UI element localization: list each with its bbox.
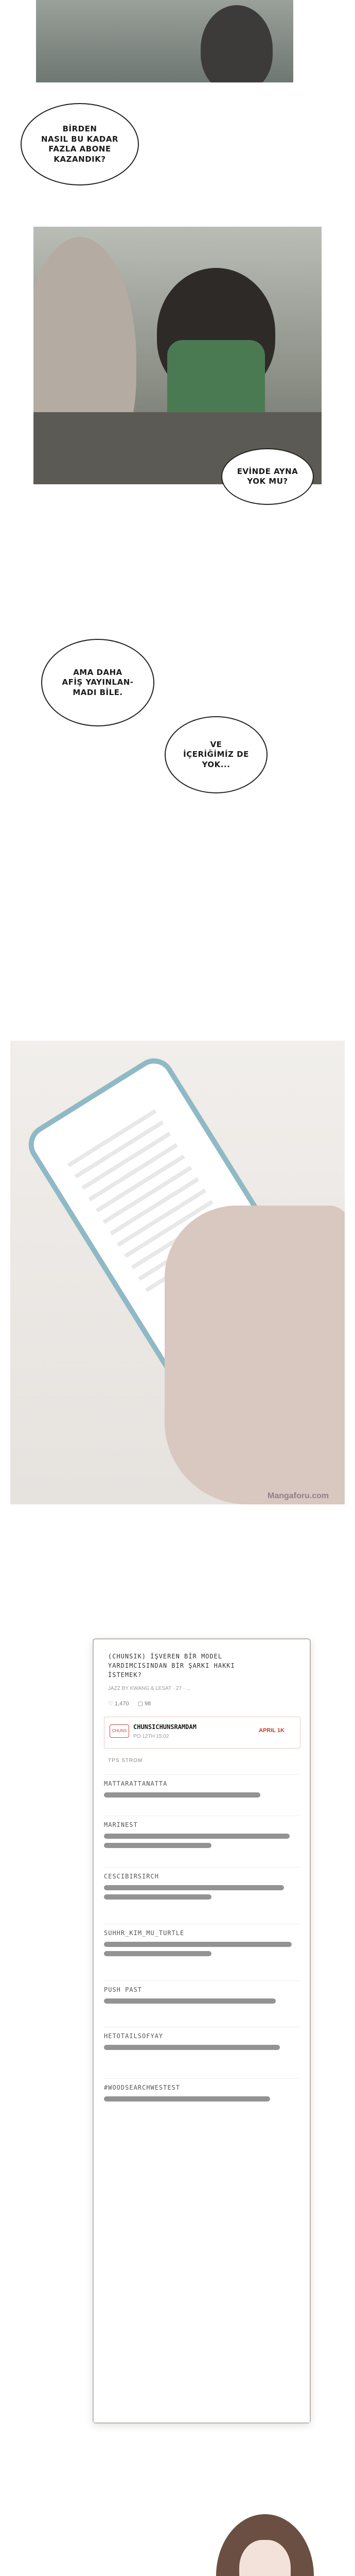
woman-sweater (167, 340, 265, 417)
speech-bubble: EVİNDE AYNA YOK MU? (221, 448, 314, 505)
card-fade (94, 2206, 310, 2422)
comment-text-line (104, 1951, 211, 1956)
author-name[interactable]: CHUNSICHUNSRAMDAM (133, 1723, 197, 1731)
post-stats (108, 1700, 151, 1707)
panel-phone-closeup (10, 1041, 345, 1504)
author-row (104, 1717, 300, 1749)
list-item (104, 2027, 299, 2079)
character-figure (201, 5, 273, 82)
list-item (104, 1774, 299, 1816)
comment-text-line (104, 1942, 292, 1947)
speech-bubble: VE İÇERİĞİMİZ DE YOK... (165, 716, 268, 793)
watermark-text: Mangaforu.com (268, 1492, 329, 1500)
post-tag[interactable]: TPS STROM (108, 1758, 143, 1764)
panel-restaurant-scene (33, 227, 322, 484)
likes-count[interactable]: ♡ 1,470 (108, 1701, 129, 1707)
character-woman-portrait (216, 2514, 314, 2576)
post-meta: JAZZ BY KWANG & LESAT · 27 · ... (108, 1686, 191, 1691)
speech-bubble: BİRDEN NASIL BU KADAR FAZLA ABONE KAZANDIK? (21, 103, 139, 185)
speech-bubble: AMA DAHA AFİŞ YAYINLAN- MADI BİLE. (41, 639, 154, 726)
comment-text-line (104, 1894, 211, 1900)
post-heading: (CHUNSIK) İŞVEREN BİR MODEL YARDIMCISINDAN BİR ŞARKI HAKKI İSTEMEK? (108, 1653, 235, 1679)
list-item (104, 2078, 299, 2130)
list-item (104, 1980, 299, 2027)
comment-text-line (104, 1885, 284, 1890)
status-badge: APRIL 1K (259, 1727, 285, 1734)
comment-text-line (104, 2045, 280, 2050)
comment-text-line (104, 1792, 260, 1798)
list-item (104, 1867, 299, 1924)
comment-text-line (104, 1843, 211, 1848)
avatar[interactable]: CHUNS (110, 1724, 129, 1738)
hand (165, 1206, 345, 1504)
comment-user[interactable]: PUSH PAST (104, 1986, 143, 1993)
forum-post-card (93, 1638, 311, 2424)
comment-text-line (104, 1998, 276, 2004)
comment-text-line (104, 2096, 270, 2102)
author-date: PO 12TH 15:02 (133, 1734, 169, 1739)
comment-user[interactable]: MATTARATTANATTA (104, 1780, 168, 1787)
comment-user[interactable]: CESCIBIRSIRCH (104, 1873, 159, 1880)
panel-top-scene (36, 0, 293, 82)
comment-user[interactable]: HETOTAILSOFYAY (104, 2032, 164, 2040)
list-item (104, 1816, 299, 1868)
list-item (104, 1924, 299, 1981)
comment-user[interactable]: MARINEST (104, 1821, 138, 1828)
comment-user[interactable]: #WOODSEARCHWESTEST (104, 2084, 181, 2091)
comment-user[interactable]: SUHHR_KIM_MU_TURTLE (104, 1929, 185, 1937)
comments-count[interactable]: ▢ 98 (137, 1701, 151, 1707)
comment-text-line (104, 1834, 290, 1839)
